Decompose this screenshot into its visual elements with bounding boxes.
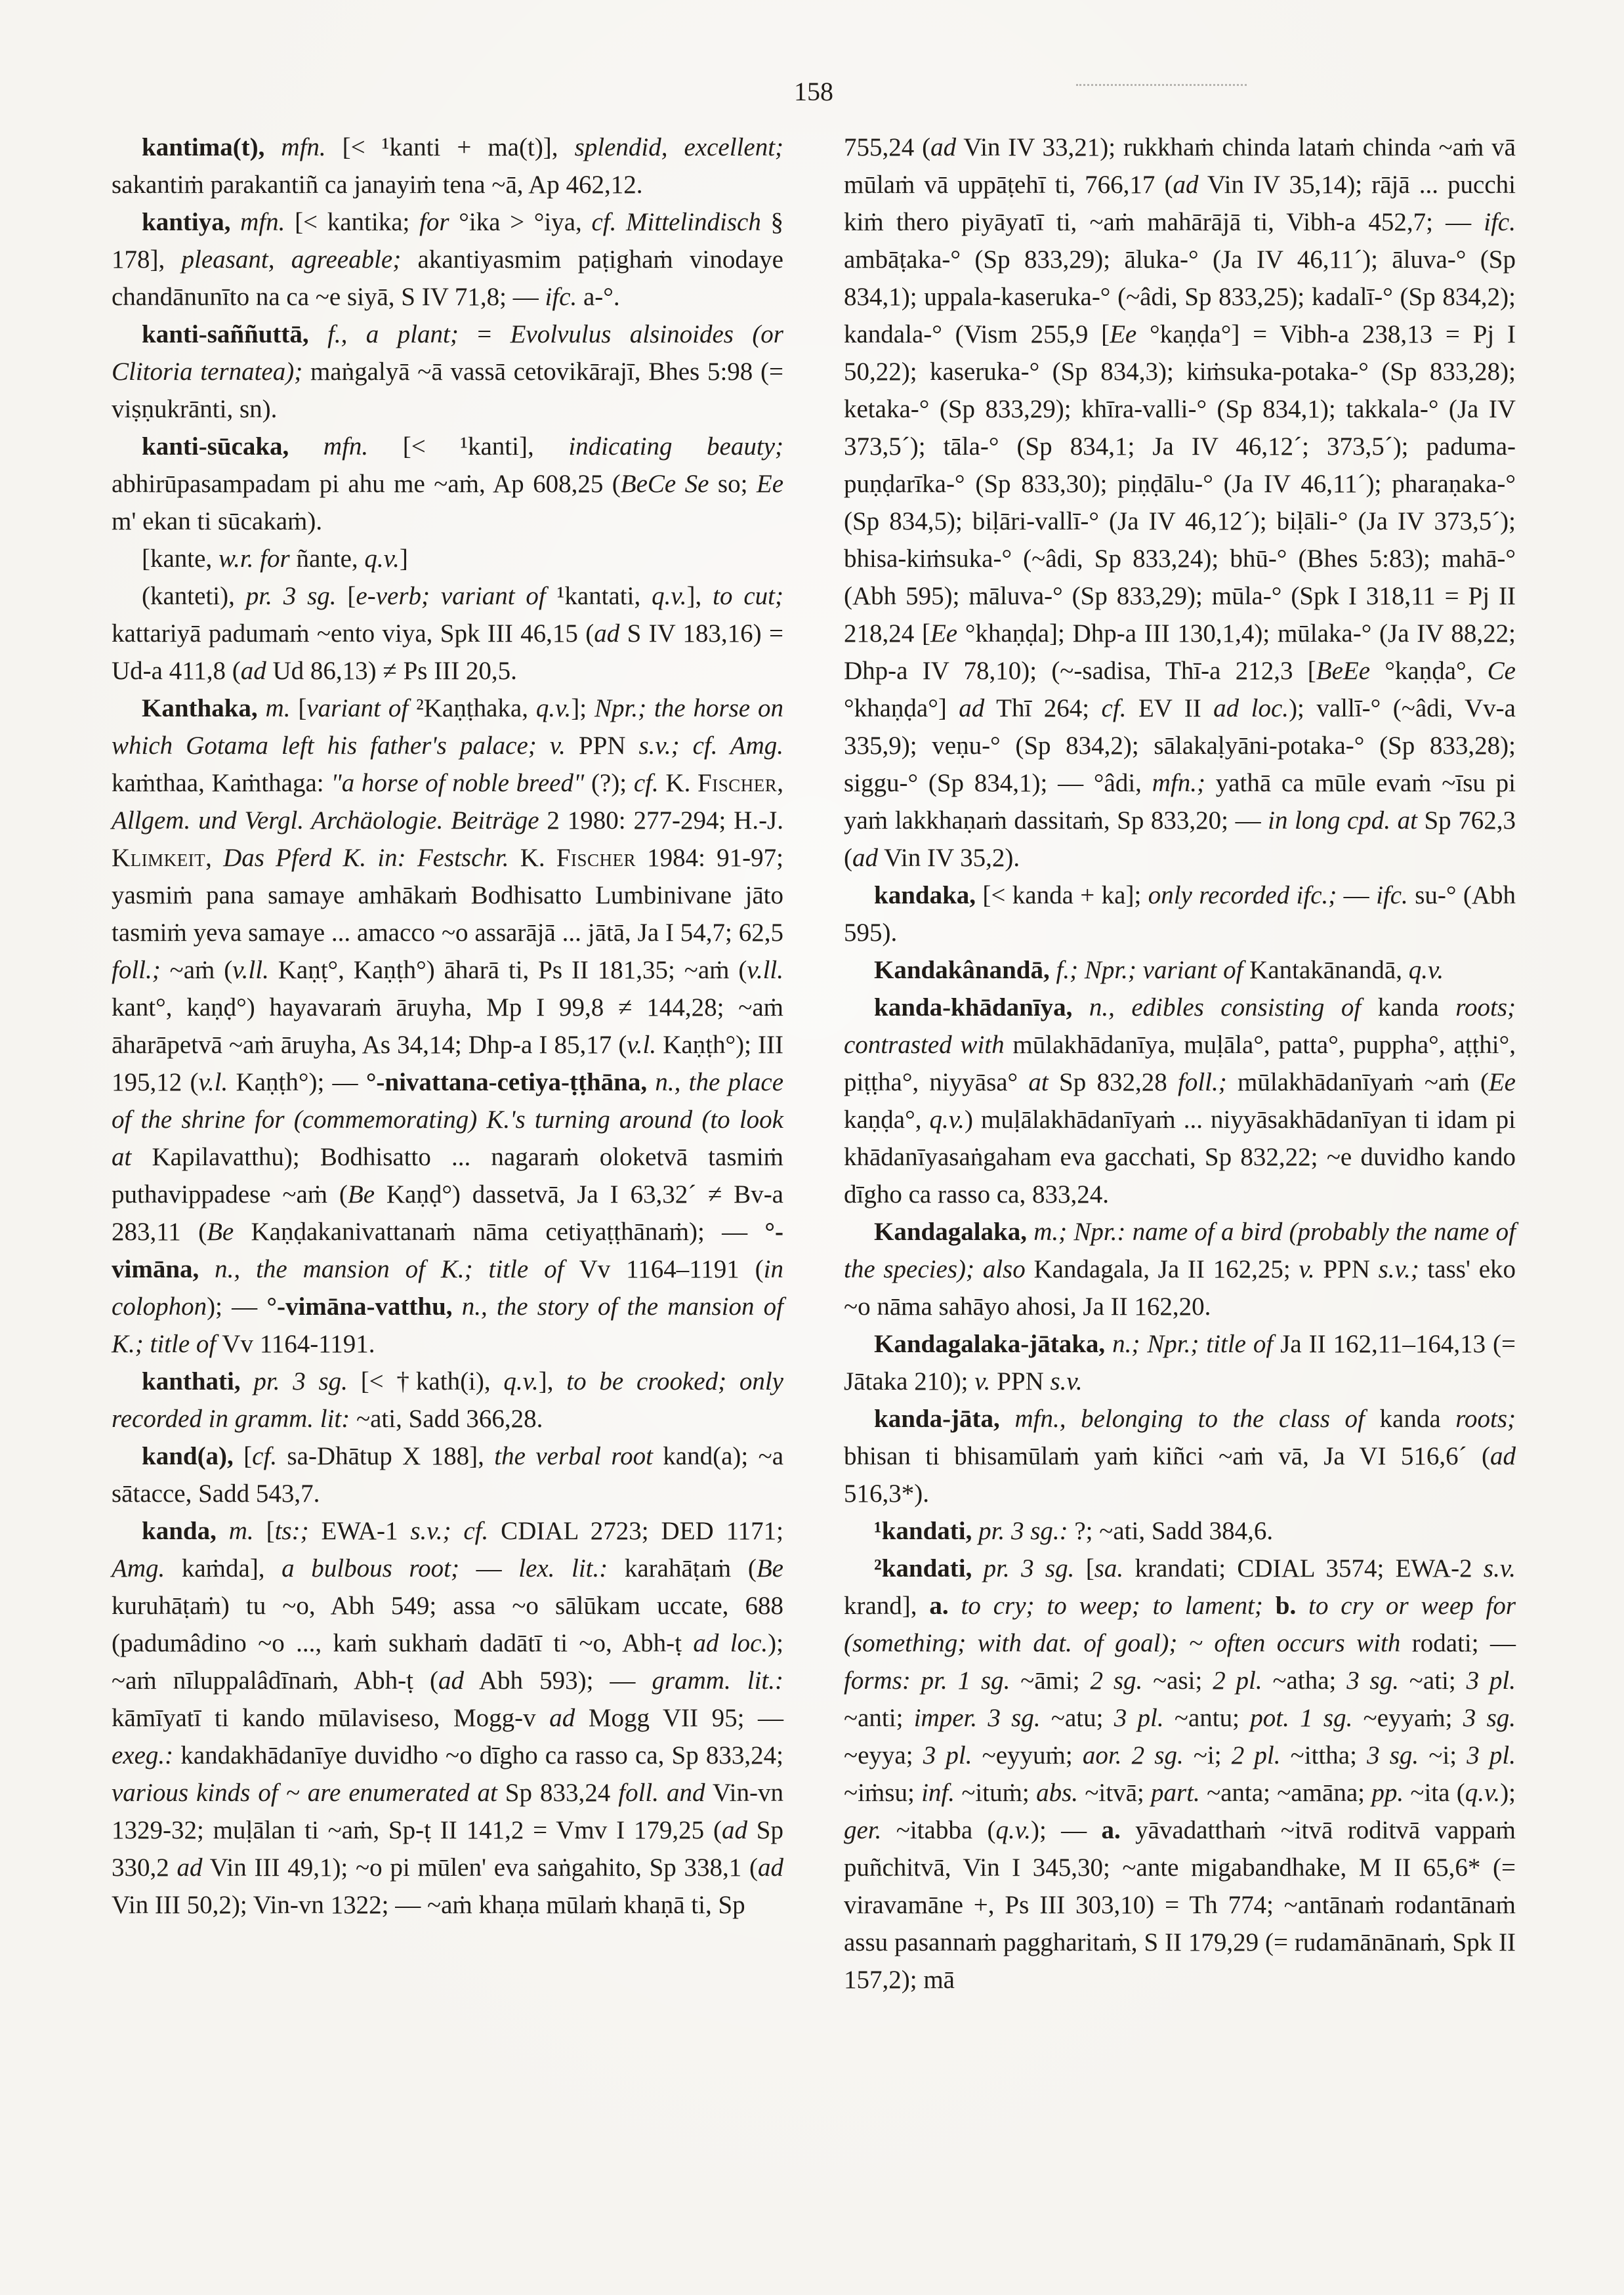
page-number: 158 — [794, 77, 833, 106]
dictionary-entry: kand(a), [cf. sa-Dhātup X 188], the verbal root kand(a); ~a sātacce, Sadd 543,7. — [112, 1442, 784, 1508]
dictionary-entry: ¹kandati, pr. 3 sg.: ?; ~ati, Sadd 384,6. — [874, 1517, 1274, 1545]
dictionary-entry: kanda-jāta, mfn., belonging to the class of kanda roots; bhisan ti bhisamūlaṁ yaṁ kiñci ~aṁ vā, Ja VI 516,6´ (ad 516,3*). — [844, 1405, 1516, 1508]
dictionary-entry: kantima(t), mfn. [< ¹kanti + ma(t)], splendid, excellent; sakantiṁ parakantiñ ca janayiṁ tena ~ā, Ap 462,12. — [112, 133, 784, 199]
dictionary-entry: 755,24 (ad Vin IV 33,21); rukkhaṁ chinda lataṁ chinda ~aṁ vā mūlaṁ vā uppāṭehī ti, 766,17 (ad Vin IV 35,14); rājā ... pucchi kiṁ thero piyāyatī ti, ~aṁ mahārājā ti, Vibh-a 452,7; — ifc. ambāṭaka-° (Sp 833,29); āluka-° (Ja IV 46,11´); āluva-° (Sp 834,1); uppala-kaseruka-° (~âdi, Sp 833,25); kadalī-° (Sp 834,2); kandala-° (Vism 255,9 [Ee °kaṇḍa°] = Vibh-a 238,13 = Pj I 50,22); kaseruka-° (Sp 834,3); kiṁsuka-potaka-° (Sp 833,28); ketaka-° (Sp 833,29); khīra-valli-° (Sp 834,1); takkala-° (Ja IV 373,5´); tāla-° (Sp 834,1; Ja IV 46,12´; 373,5´); paduma-puṇḍarīka-° (Sp 833,30); piṇḍālu-° (Ja IV 46,11´); pharaṇaka-° (Sp 834,5); biḷāri-vallī-° (Ja IV 46,12´); biḷāli-° (Ja IV 373,5´); bhisa-kiṁsuka-° (~âdi, Sp 833,24); bhū-° (Bhes 5:83); mahā-° (Abh 595); māluva-° (Sp 833,29); mūla-° (Spk I 318,11 = Pj II 218,24 [Ee °khaṇḍa]; Dhp-a III 130,1,4); mūlaka-° (Ja IV 88,22; Dhp-a IV 78,10); (~-sadisa, Thī-a 212,3 [BeEe °kaṇḍa°, Ce °khaṇḍa°] ad Thī 264; cf. EV II ad loc.); vallī-° (~âdi, Vv-a 335,9); veṇu-° (Sp 834,2); sālakaḷyāni-potaka-° (Sp 833,28); siggu-° (Sp 834,1); — °âdi, mfn.; yathā ca mūle evaṁ ~īsu pi yaṁ lakkhaṇaṁ dassitaṁ, Sp 833,20; — in long cpd. at Sp 762,3 (ad Vin IV 35,2). — [844, 133, 1516, 872]
dictionary-entry: Kandagalaka-jātaka, n.; Npr.; title of Ja II 162,11–164,13 (= Jātaka 210); v. PPN s.v. — [844, 1330, 1516, 1396]
page-header — [112, 76, 1516, 108]
right-column — [844, 129, 1516, 1998]
dictionary-entry: kanda, m. [ts:; EWA-1 s.v.; cf. CDIAL 2723; DED 1171; Amg. kaṁda], a bulbous root; — lex. lit.: karahāṭaṁ (Be kuruhāṭaṁ) tu ~o, Abh 549; assa ~o sālūkam uccate, 688 (padumâdino ~o ..., kaṁ sukhaṁ dadātī ti ~o, Abh-ṭ ad loc.); ~aṁ nīluppalâdīnaṁ, Abh-ṭ (ad Abh 593); — gramm. lit.: kāmīyatī ti kando mūlaviseso, Mogg-v ad Mogg VII 95; — exeg.: kandakhādanīye duvidho ~o dīgho ca rasso ca, Sp 833,24; various kinds of ~ are enumerated at Sp 833,24 foll. and Vin-vn 1329-32; muḷālan ti ~aṁ, Sp-ṭ II 141,2 = Vmv I 179,25 (ad Sp 330,2 ad Vin III 49,1); ~o pi mūlen' eva saṅgahito, Sp 338,1 (ad Vin III 50,2); Vin-vn 1322; — ~aṁ khaṇa mūlaṁ khaṇā ti, Sp — [112, 1517, 784, 1919]
dictionary-entry: (kanteti), pr. 3 sg. [e-verb; variant of ¹kantati, q.v.], to cut; kattariyā padumaṁ ~ento viya, Spk III 46,15 (ad S IV 183,16) = Ud-a 411,8 (ad Ud 86,13) ≠ Ps III 20,5. — [112, 582, 783, 685]
dictionary-entry: kanti-sūcaka, mfn. [< ¹kanti], indicating beauty; abhirūpasampadam pi ahu me ~aṁ, Ap 608,25 (BeCe Se so; Ee m' ekan ti sūcakaṁ). — [112, 432, 784, 535]
scan-artifact — [1076, 84, 1247, 86]
dictionary-entry: kanda-khādanīya, n., edibles consisting of kanda roots; contrasted with mūlakhādanīya, muḷāla°, patta°, puppha°, aṭṭhi°, piṭṭha°, niyyāsa° at Sp 832,28 foll.; mūlakhādanīyaṁ ~aṁ (Ee kaṇḍa°, q.v.) muḷālakhādanīyaṁ ... niyyāsakhādanīyan ti idam pi khādanīyasaṅgaham eva gacchati, Sp 832,22; ~e duvidho kando dīgho ca rasso ca, 833,24. — [844, 993, 1516, 1209]
dictionary-text — [112, 129, 1516, 1998]
dictionary-entry: Kandakânandā, f.; Npr.; variant of Kantakānandā, q.v. — [874, 956, 1444, 984]
dictionary-entry: Kanthaka, m. [variant of ²Kaṇṭhaka, q.v.]; Npr.; the horse on which Gotama left his father's palace; v. PPN s.v.; cf. Amg. kaṁthaa, Kaṁthaga: "a horse of noble breed" (?); cf. K. Fischer, Allgem. und Vergl. Archäologie. Beiträge 2 1980: 277-294; H.-J. Klimkeit, Das Pferd K. in: Festschr. K. Fischer 1984: 91-97; yasmiṁ pana samaye amhākaṁ Bodhisatto Lumbinivane jāto tasmiṁ yeva samaye ... amacco ~o assarājā ... jātā, Ja I 54,7; 62,5 foll.; ~aṁ (v.ll. Kaṇṭ°, Kaṇṭh°) āharā ti, Ps II 181,35; ~aṁ (v.ll. kant°, kaṇḍ°) hayavaraṁ āruyha, Mp I 99,8 ≠ 144,28; ~aṁ āharāpetvā ~aṁ āruyha, As 34,14; Dhp-a I 85,17 (v.l. Kaṇṭh°); III 195,12 (v.l. Kaṇṭh°); — °-nivattana-cetiya-ṭṭhāna, n., the place of the shrine for (commemorating) K.'s turning around (to look at Kapilavatthu); Bodhisatto ... nagaraṁ oloketvā tasmiṁ puthavippadese ~aṁ (Be Kaṇḍ°) dassetvā, Ja I 63,32´ ≠ Bv-a 283,11 (Be Kaṇḍakanivattanaṁ nāma cetiyaṭṭhānaṁ); — °-vimāna, n., the mansion of K.; title of Vv 1164–1191 (in colophon); — °-vimāna-vatthu, n., the story of the mansion of K.; title of Vv 1164-1191. — [112, 694, 784, 1358]
dictionary-entry: kantiya, mfn. [< kantika; for °ika > °iya, cf. Mittelindisch § 178], pleasant, agreeable; akantiyasmim paṭighaṁ vinodaye chandānunīto na ca ~e siyā, S IV 71,8; — ifc. a-°. — [112, 208, 784, 311]
dictionary-entry: kanthati, pr. 3 sg. [< †kath(i), q.v.], to be crooked; only recorded in gramm. lit: ~ati, Sadd 366,28. — [112, 1367, 783, 1433]
dictionary-entry: ²kandati, pr. 3 sg. [sa. krandati; CDIAL 3574; EWA-2 s.v. krand], a. to cry; to weep; to lament; b. to cry or weep for (something; with dat. of goal); ~ often occurs with rodati; — forms: pr. 1 sg. ~āmi; 2 sg. ~asi; 2 pl. ~atha; 3 sg. ~ati; 3 pl. ~anti; imper. 3 sg. ~atu; 3 pl. ~antu; pot. 1 sg. ~eyyaṁ; 3 sg. ~eyya; 3 pl. ~eyyuṁ; aor. 2 sg. ~i; 2 pl. ~ittha; 3 sg. ~i; 3 pl. ~iṁsu; inf. ~ituṁ; abs. ~itvā; part. ~anta; ~amāna; pp. ~ita (q.v.); ger. ~itabba (q.v.); — a. yāvadatthaṁ ~itvā roditvā vappaṁ puñchitvā, Vin I 345,30; ~ante migabandhake, M II 65,6* (= viravamāne +, Ps III 303,10) = Th 774; ~antānaṁ rodantānaṁ assu pasannaṁ paggharitaṁ, S II 179,29 (= rudamānānaṁ, Spk II 157,2); mā — [844, 1554, 1516, 1994]
left-column — [112, 129, 783, 1924]
dictionary-entry: Kandagalaka, m.; Npr.: name of a bird (probably the name of the species); also Kandagala, Ja II 162,25; v. PPN s.v.; tass' eko ~o nāma sahāyo ahosi, Ja II 162,20. — [844, 1218, 1516, 1321]
dictionary-entry: kandaka, [< kanda + ka]; only recorded ifc.; — ifc. su-° (Abh 595). — [844, 881, 1516, 947]
dictionary-entry: [kante, w.r. for ñante, q.v.] — [142, 545, 408, 573]
dictionary-entry: kanti-saññuttā, f., a plant; = Evolvulus alsinoides (or Clitoria ternatea); maṅgalyā ~ā vassā cetovikārajī, Bhes 5:98 (= viṣṇukrānti, sn). — [112, 320, 783, 423]
